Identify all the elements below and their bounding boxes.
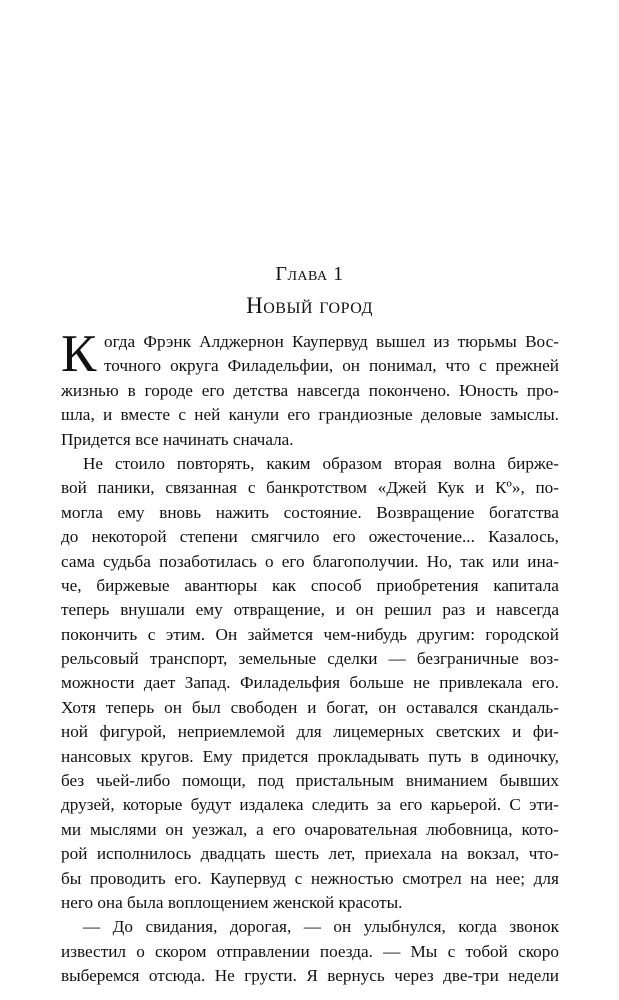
word: решил — [384, 600, 432, 620]
word: понимал, — [368, 356, 437, 376]
word: благополучии. — [312, 551, 419, 571]
word: земельные — [238, 649, 317, 669]
body-text — [61, 325, 559, 989]
text-line — [61, 818, 559, 842]
word: неприемлемой — [177, 722, 285, 742]
word: вместе — [120, 405, 171, 425]
word: богат, — [326, 697, 369, 717]
text-line — [61, 867, 559, 891]
word: для — [533, 868, 559, 888]
word: с — [247, 478, 256, 498]
word: Каупервуд — [210, 868, 286, 888]
text-line — [61, 940, 559, 964]
word: его — [332, 527, 356, 547]
text-line — [61, 452, 559, 476]
word: — — [388, 649, 406, 669]
word: связанная — [165, 478, 238, 498]
word: друзей, — [61, 795, 115, 815]
word: или — [492, 551, 520, 571]
word: рельсовый — [61, 649, 139, 669]
word: и — [103, 405, 113, 425]
word: Филадельфии, — [227, 356, 334, 376]
word: будут — [190, 795, 232, 815]
word: и — [475, 478, 485, 498]
word: путь — [428, 746, 462, 766]
word: нее; — [495, 868, 525, 888]
word: и — [512, 722, 522, 742]
word: с — [447, 941, 456, 961]
word: приехала — [364, 844, 432, 864]
text-line — [61, 330, 559, 354]
word: через — [394, 966, 434, 986]
text-line — [61, 891, 559, 915]
word: Не — [83, 453, 104, 473]
word: лет, — [328, 844, 356, 864]
word: некоторой — [91, 527, 167, 547]
word: приобретения — [376, 575, 479, 595]
word: его. — [174, 868, 202, 888]
word: без — [61, 771, 85, 791]
word: оставался — [406, 697, 478, 717]
word: теперь — [105, 697, 155, 717]
text-line — [61, 623, 559, 647]
word: каким — [266, 453, 311, 473]
drop-cap: К — [61, 325, 97, 383]
text-line — [61, 647, 559, 671]
word: а — [256, 819, 264, 839]
word: точного — [104, 356, 162, 376]
word: привлекала — [439, 673, 523, 693]
text-line — [61, 842, 559, 866]
word: две-три — [443, 966, 499, 986]
word: он — [378, 697, 397, 717]
word: навсегда — [496, 600, 559, 620]
text-line — [61, 476, 559, 500]
word: займется — [247, 624, 313, 644]
word: вниманием — [405, 771, 488, 791]
word: «Джей — [377, 478, 427, 498]
word: шесть — [274, 844, 320, 864]
word: скором — [155, 941, 207, 961]
word: Мы — [410, 941, 438, 961]
word: в — [127, 380, 136, 400]
word: помощи, — [182, 771, 246, 791]
word: безграничные — [416, 649, 519, 669]
word: — — [83, 917, 101, 937]
word: степени — [179, 527, 238, 547]
word: Возвращение — [376, 502, 475, 522]
word: воз- — [529, 649, 559, 669]
word: Хотя — [61, 697, 96, 717]
text-line — [61, 354, 559, 378]
word: ной — [61, 722, 88, 742]
word: так — [460, 551, 484, 571]
text-lines — [61, 325, 559, 989]
word: не — [413, 673, 430, 693]
word: его — [272, 819, 296, 839]
word: паники, — [97, 478, 155, 498]
word: с — [147, 624, 156, 644]
word: внушали — [120, 600, 185, 620]
word: бы — [61, 868, 82, 888]
word: что- — [528, 844, 559, 864]
word: уезжал, — [192, 819, 248, 839]
word: смягчило — [250, 527, 320, 547]
word: ми — [61, 819, 82, 839]
word: жизнью — [61, 380, 119, 400]
word: вокзал, — [467, 844, 520, 864]
text-line — [61, 671, 559, 695]
word: До — [112, 917, 133, 937]
word: Кук — [437, 478, 465, 498]
word: ина- — [527, 551, 559, 571]
word: скоро — [518, 941, 559, 961]
word: Кº», — [495, 478, 525, 498]
word: Но, — [426, 551, 453, 571]
word: вторая — [393, 453, 442, 473]
word: он — [164, 697, 182, 717]
word: — — [383, 941, 401, 961]
word: был — [191, 697, 221, 717]
text-line — [61, 769, 559, 793]
word: состояние. — [283, 502, 362, 522]
word: на — [440, 844, 458, 864]
word: лицемерных — [333, 722, 425, 742]
word: Алджернон — [199, 332, 284, 351]
word: авантюры — [184, 575, 258, 595]
word: он — [342, 356, 360, 376]
word: округа — [170, 356, 219, 376]
word: деловые — [420, 405, 482, 425]
word: Казалось, — [488, 527, 559, 547]
word: с — [479, 356, 487, 376]
word: навсегда — [297, 380, 360, 400]
text-line — [61, 915, 559, 939]
word: рой — [61, 844, 88, 864]
word: Он — [215, 624, 238, 644]
word: и — [476, 600, 486, 620]
word: шла, — [61, 405, 95, 425]
word: свидания, — [145, 917, 218, 937]
word: чем-нибудь — [323, 624, 407, 644]
word: из — [433, 332, 450, 351]
word: проводить — [89, 868, 166, 888]
text-line — [61, 696, 559, 720]
word: можности — [61, 673, 135, 693]
text-line — [61, 428, 559, 452]
word: него она была воплощением женской красоты. — [61, 892, 403, 912]
word: Не — [214, 966, 235, 986]
word: и — [307, 697, 317, 717]
word: что — [445, 356, 471, 376]
word: позаботилась — [159, 551, 257, 571]
word: Я — [306, 966, 318, 986]
word: прокладывать — [317, 746, 420, 766]
word: волна — [453, 453, 496, 473]
word: и — [335, 600, 345, 620]
word: ему — [195, 600, 223, 620]
word: для — [296, 722, 322, 742]
text-line — [61, 501, 559, 525]
word: когда — [458, 917, 497, 937]
word: могла — [61, 502, 103, 522]
word: его — [287, 405, 311, 425]
word: — — [303, 917, 321, 937]
word: его. — [531, 673, 559, 693]
word: стоило — [115, 453, 165, 473]
word: мыслями — [89, 819, 157, 839]
word: он — [165, 819, 184, 839]
word: под — [257, 771, 284, 791]
word: отправлении — [216, 941, 310, 961]
word: че, — [61, 575, 82, 595]
word: покончено. — [368, 380, 451, 400]
word: транспорт, — [149, 649, 228, 669]
word: фи- — [532, 722, 559, 742]
word: нансовых — [61, 746, 132, 766]
word: покончить — [61, 624, 138, 644]
word: сама — [61, 551, 95, 571]
word: тобой — [465, 941, 508, 961]
word: ней — [194, 405, 221, 425]
word: он — [355, 600, 374, 620]
word: городе — [144, 380, 193, 400]
word: кото- — [521, 819, 559, 839]
word: бывших — [499, 771, 559, 791]
word: этим. — [165, 624, 206, 644]
word: светских — [435, 722, 501, 742]
word: смотрел — [402, 868, 462, 888]
word: судьба — [103, 551, 151, 571]
word: сделки — [327, 649, 378, 669]
word: про- — [526, 380, 559, 400]
word: Вос- — [525, 332, 559, 351]
word: эти- — [529, 795, 559, 815]
word: вышел — [376, 332, 426, 351]
word: фигурой, — [99, 722, 167, 742]
word: нежностью — [310, 868, 394, 888]
word: грандиозные — [318, 405, 413, 425]
word: исполнилось — [96, 844, 192, 864]
word: дорогая, — [229, 917, 292, 937]
word: замыслы. — [490, 405, 559, 425]
word: ожесточение... — [368, 527, 475, 547]
word: ему — [117, 502, 145, 522]
word: за — [376, 795, 392, 815]
word: С — [509, 795, 521, 815]
word: прежней — [495, 356, 559, 376]
word: известил — [61, 941, 126, 961]
text-line — [61, 598, 559, 622]
word: пристальным — [295, 771, 394, 791]
word: карьерой. — [430, 795, 502, 815]
word: банкротством — [266, 478, 368, 498]
word: поезда. — [319, 941, 373, 961]
word: образом — [322, 453, 382, 473]
text-line — [61, 550, 559, 574]
word: одиночку, — [487, 746, 559, 766]
word: по- — [535, 478, 559, 498]
word: теперь — [61, 600, 110, 620]
word: которые — [122, 795, 183, 815]
word: скандаль- — [487, 697, 559, 717]
word: с — [178, 405, 186, 425]
word: способ — [310, 575, 362, 595]
word: кругов. — [140, 746, 194, 766]
word: о — [264, 551, 274, 571]
word: с — [294, 868, 303, 888]
word: вновь — [159, 502, 202, 522]
word: его — [399, 795, 423, 815]
text-line — [61, 720, 559, 744]
chapter-title: Новый город — [246, 293, 373, 318]
word: выберемся — [61, 966, 140, 986]
word: вернусь — [327, 966, 385, 986]
word: вой — [61, 478, 87, 498]
word: его — [281, 551, 305, 571]
word: богатства — [488, 502, 559, 522]
text-line — [61, 403, 559, 427]
word: очаровательная — [304, 819, 418, 839]
word: в — [470, 746, 479, 766]
word: биржевые — [96, 575, 170, 595]
word: тюрьмы — [457, 332, 517, 351]
word: чьей-либо — [96, 771, 171, 791]
word: о — [136, 941, 145, 961]
word: до — [61, 527, 79, 547]
word: Каупервуд — [292, 332, 368, 351]
word: огда — [104, 332, 136, 351]
word: городской — [485, 624, 559, 644]
word: недели — [508, 966, 559, 986]
word: повторять, — [176, 453, 255, 473]
chapter-label: Глава 1 — [275, 263, 344, 285]
word: Придется все начинать сначала. — [61, 429, 294, 449]
word: отвращение, — [233, 600, 325, 620]
word: Фрэнк — [143, 332, 191, 351]
word: звонок — [509, 917, 559, 937]
word: на — [470, 868, 488, 888]
word: издалека — [239, 795, 304, 815]
word: Запад. — [184, 673, 231, 693]
word: детства — [233, 380, 289, 400]
word: нажить — [215, 502, 269, 522]
word: Ему — [202, 746, 233, 766]
text-line — [61, 793, 559, 817]
word: канули — [228, 405, 280, 425]
text-line — [61, 745, 559, 769]
word: Филадельфия — [239, 673, 340, 693]
word: как — [271, 575, 297, 595]
word: дает — [143, 673, 176, 693]
word: придется — [241, 746, 309, 766]
text-line — [61, 379, 559, 403]
word: свободен — [230, 697, 298, 717]
text-line — [61, 525, 559, 549]
text-line — [61, 964, 559, 988]
word: больше — [349, 673, 404, 693]
word: он — [333, 917, 352, 937]
word: раз — [442, 600, 466, 620]
word: Юность — [459, 380, 518, 400]
word: грусти. — [244, 966, 297, 986]
word: капитала — [493, 575, 559, 595]
word: отсюда. — [148, 966, 206, 986]
word: улыбнулся, — [363, 917, 446, 937]
word: следить — [311, 795, 369, 815]
word: двадцать — [200, 844, 266, 864]
word: бирже- — [507, 453, 559, 473]
word: другим: — [417, 624, 475, 644]
word: любовница, — [426, 819, 513, 839]
word: его — [201, 380, 225, 400]
text-line — [61, 574, 559, 598]
